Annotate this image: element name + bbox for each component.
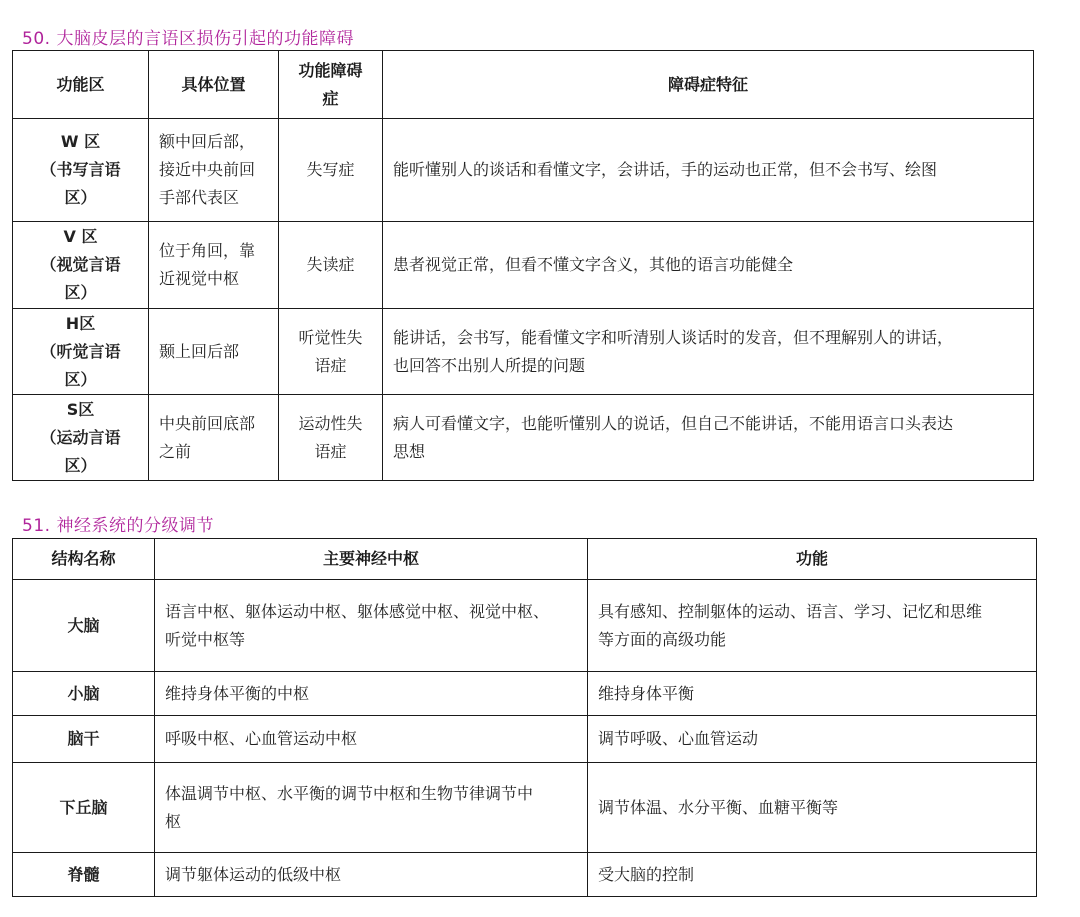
table-row [13,119,1034,222]
center-cell: 体温调节中枢、水平衡的调节中枢和生物节律调节中 枢 [155,763,588,853]
center-cell: 呼吸中枢、心血管运动中枢 [155,716,588,763]
location-cell: 额中回后部， 接近中央前回 手部代表区 [149,119,279,222]
location-cell: 位于角回，靠 近视觉中枢 [149,222,279,309]
header-main-center: 主要神经中枢 [155,539,588,580]
language-area-table [12,50,1034,481]
area-cell: H区 （听觉言语 区） [13,309,149,395]
area-cell: V 区 （视觉言语 区） [13,222,149,309]
table-row [13,716,1037,763]
table-row [13,672,1037,716]
header-structure-name: 结构名称 [13,539,155,580]
disorder-cell: 失读症 [279,222,383,309]
location-cell: 颞上回后部 [149,309,279,395]
table-header-row [13,539,1037,580]
table-header-row [13,51,1034,119]
feature-cell: 病人可看懂文字，也能听懂别人的说话，但自己不能讲话，不能用语言口头表达 思想 [383,395,1034,481]
function-cell: 具有感知、控制躯体的运动、语言、学习、记忆和思维 等方面的高级功能 [588,580,1037,672]
function-cell: 调节体温、水分平衡、血糖平衡等 [588,763,1037,853]
center-cell: 维持身体平衡的中枢 [155,672,588,716]
center-cell: 语言中枢、躯体运动中枢、躯体感觉中枢、视觉中枢、 听觉中枢等 [155,580,588,672]
table-row [13,309,1034,395]
table-row [13,763,1037,853]
table-row [13,580,1037,672]
feature-cell: 患者视觉正常，但看不懂文字含义，其他的语言功能健全 [383,222,1034,309]
function-cell: 维持身体平衡 [588,672,1037,716]
structure-name-cell: 脊髓 [13,853,155,897]
feature-cell: 能听懂别人的谈话和看懂文字，会讲话，手的运动也正常，但不会书写、绘图 [383,119,1034,222]
nervous-system-table [12,538,1037,897]
table-row [13,853,1037,897]
center-cell: 调节躯体运动的低级中枢 [155,853,588,897]
structure-name-cell: 大脑 [13,580,155,672]
area-cell: W 区 （书写言语 区） [13,119,149,222]
feature-cell: 能讲话，会书写，能看懂文字和听清别人谈话时的发音，但不理解别人的讲话， 也回答不出别人所提的问题 [383,309,1034,395]
function-cell: 受大脑的控制 [588,853,1037,897]
disorder-cell: 运动性失 语症 [279,395,383,481]
location-cell: 中央前回底部 之前 [149,395,279,481]
table-row [13,395,1034,481]
header-disorder: 功能障碍 症 [279,51,383,119]
header-function: 功能 [588,539,1037,580]
disorder-cell: 失写症 [279,119,383,222]
function-cell: 调节呼吸、心血管运动 [588,716,1037,763]
section-50-title: 50. 大脑皮层的言语区损伤引起的功能障碍 [22,29,354,49]
header-function-area: 功能区 [13,51,149,119]
header-feature: 障碍症特征 [383,51,1034,119]
section-51-title: 51. 神经系统的分级调节 [22,516,214,536]
structure-name-cell: 小脑 [13,672,155,716]
header-location: 具体位置 [149,51,279,119]
area-cell: S区 （运动言语 区） [13,395,149,481]
disorder-cell: 听觉性失 语症 [279,309,383,395]
structure-name-cell: 脑干 [13,716,155,763]
table-row [13,222,1034,309]
structure-name-cell: 下丘脑 [13,763,155,853]
